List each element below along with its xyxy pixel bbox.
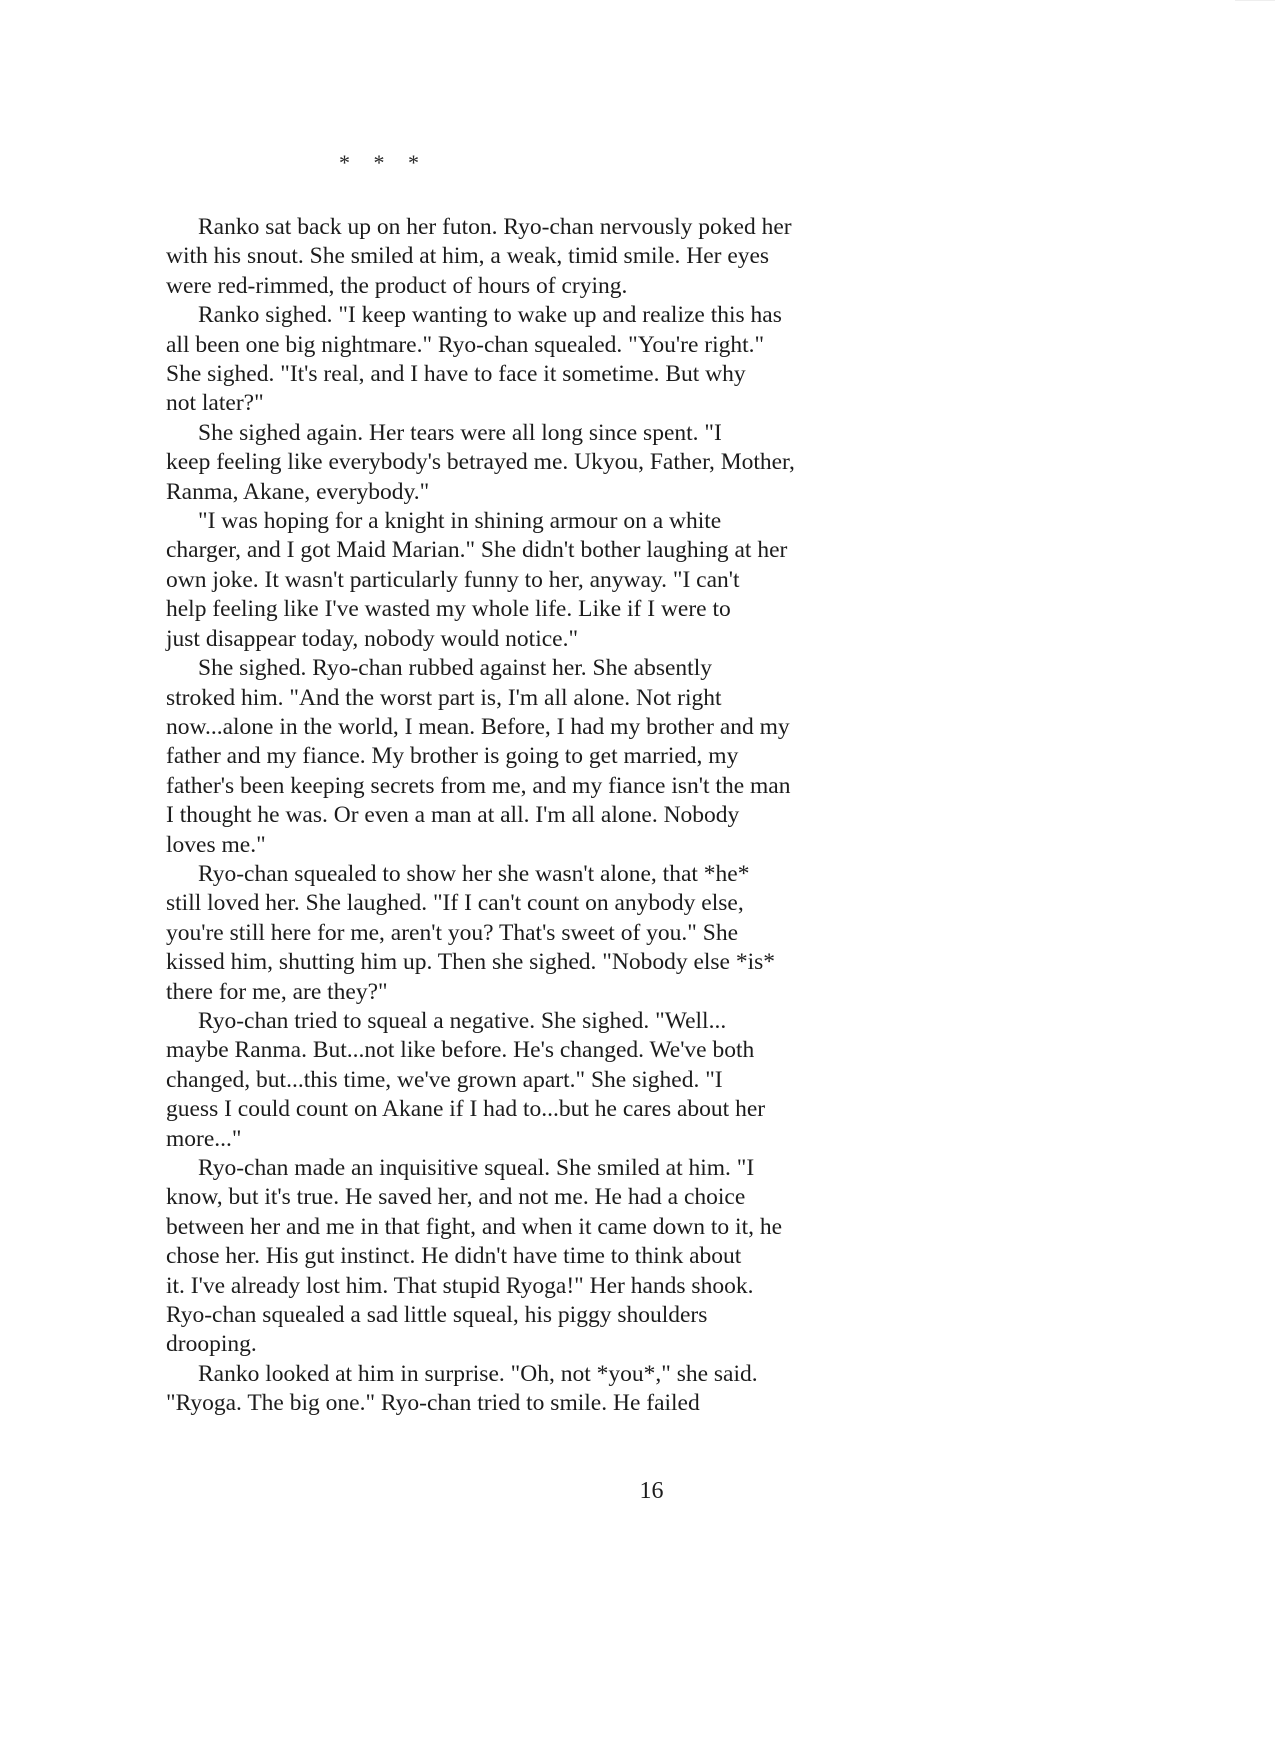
text-line: Ranko sat back up on her futon. Ryo-chan nervously poked her — [198, 214, 792, 240]
text-line: charger, and I got Maid Marian." She didn't bother laughing at her — [166, 537, 788, 564]
text-line: all been one big nightmare." Ryo-chan squealed. "You're right." — [166, 331, 765, 358]
text-line: Ryo-chan tried to squeal a negative. She sighed. "Well... — [198, 1007, 727, 1034]
text-line: She sighed. "It's real, and I have to face it sometime. But why — [166, 361, 746, 388]
text-line: She sighed. Ryo-chan rubbed against her. She absently — [198, 655, 712, 682]
text-line: chose her. His gut instinct. He didn't have time to think about — [166, 1243, 742, 1270]
text-line: Ryo-chan squealed to show her she wasn't alone, that *he* — [198, 860, 750, 887]
text-line: father and my fiance. My brother is going to get married, my — [166, 743, 739, 770]
text-line: Ryo-chan squealed a sad little squeal, his piggy shoulders — [166, 1302, 708, 1329]
text-line: kissed him, shutting him up. Then she sighed. "Nobody else *is* — [166, 949, 776, 976]
text-line: own joke. It wasn't particularly funny to her, anyway. "I can't — [166, 566, 740, 593]
text-line: loves me." — [166, 831, 266, 858]
text-line: help feeling like I've wasted my whole life. Like if I were to — [166, 596, 731, 623]
scene-break: * * * — [339, 150, 419, 175]
text-line: changed, but...this time, we've grown apart." She sighed. "I — [166, 1066, 723, 1093]
text-line: between her and me in that fight, and when it came down to it, he — [166, 1213, 783, 1240]
text-line: Ryo-chan made an inquisitive squeal. She smiled at him. "I — [198, 1155, 755, 1181]
text-line: maybe Ranma. But...not like before. He's changed. We've both — [166, 1037, 755, 1064]
text-line: guess I could count on Akane if I had to...but he cares about her — [166, 1096, 766, 1123]
text-line: not later?" — [166, 390, 264, 417]
page-number: 16 — [639, 1478, 664, 1504]
text-line: I thought he was. Or even a man at all. I'm all alone. Nobody — [166, 802, 740, 829]
text-line: Ranko looked at him in surprise. "Oh, not *you*," she said. — [198, 1360, 758, 1387]
text-line: with his snout. She smiled at him, a weak, timid smile. Her eyes — [166, 243, 770, 270]
text-line: keep feeling like everybody's betrayed me. Ukyou, Father, Mother, — [166, 449, 795, 476]
text-line: just disappear today, nobody would notice." — [166, 625, 579, 652]
text-line: father's been keeping secrets from me, and my fiance isn't the man — [166, 772, 791, 799]
text-line: know, but it's true. He saved her, and not me. He had a choice — [166, 1184, 746, 1211]
scan-corner-mark — [1235, 0, 1275, 9]
text-line: "Ryoga. The big one." Ryo-chan tried to smile. He failed — [166, 1390, 700, 1417]
text-line: it. I've already lost him. That stupid Ryoga!" Her hands shook. — [166, 1272, 754, 1299]
text-line: were red-rimmed, the product of hours of crying. — [166, 272, 628, 299]
text-line: now...alone in the world, I mean. Before, I had my brother and my — [166, 713, 790, 740]
text-line: more..." — [166, 1125, 242, 1152]
text-line: you're still here for me, aren't you? That's sweet of you." She — [166, 919, 738, 946]
text-line: She sighed again. Her tears were all long since spent. "I — [198, 419, 722, 446]
text-line: still loved her. She laughed. "If I can't count on anybody else, — [166, 890, 744, 917]
text-line: Ranma, Akane, everybody." — [166, 478, 430, 505]
text-line: drooping. — [166, 1331, 257, 1358]
text-line: Ranko sighed. "I keep wanting to wake up and realize this has — [198, 302, 782, 329]
text-line: "I was hoping for a knight in shining armour on a white — [198, 508, 722, 535]
text-line: there for me, are they?" — [166, 978, 388, 1005]
body-text — [166, 213, 846, 1419]
text-line: stroked him. "And the worst part is, I'm all alone. Not right — [166, 684, 722, 711]
page-number-container — [0, 1478, 1275, 1505]
